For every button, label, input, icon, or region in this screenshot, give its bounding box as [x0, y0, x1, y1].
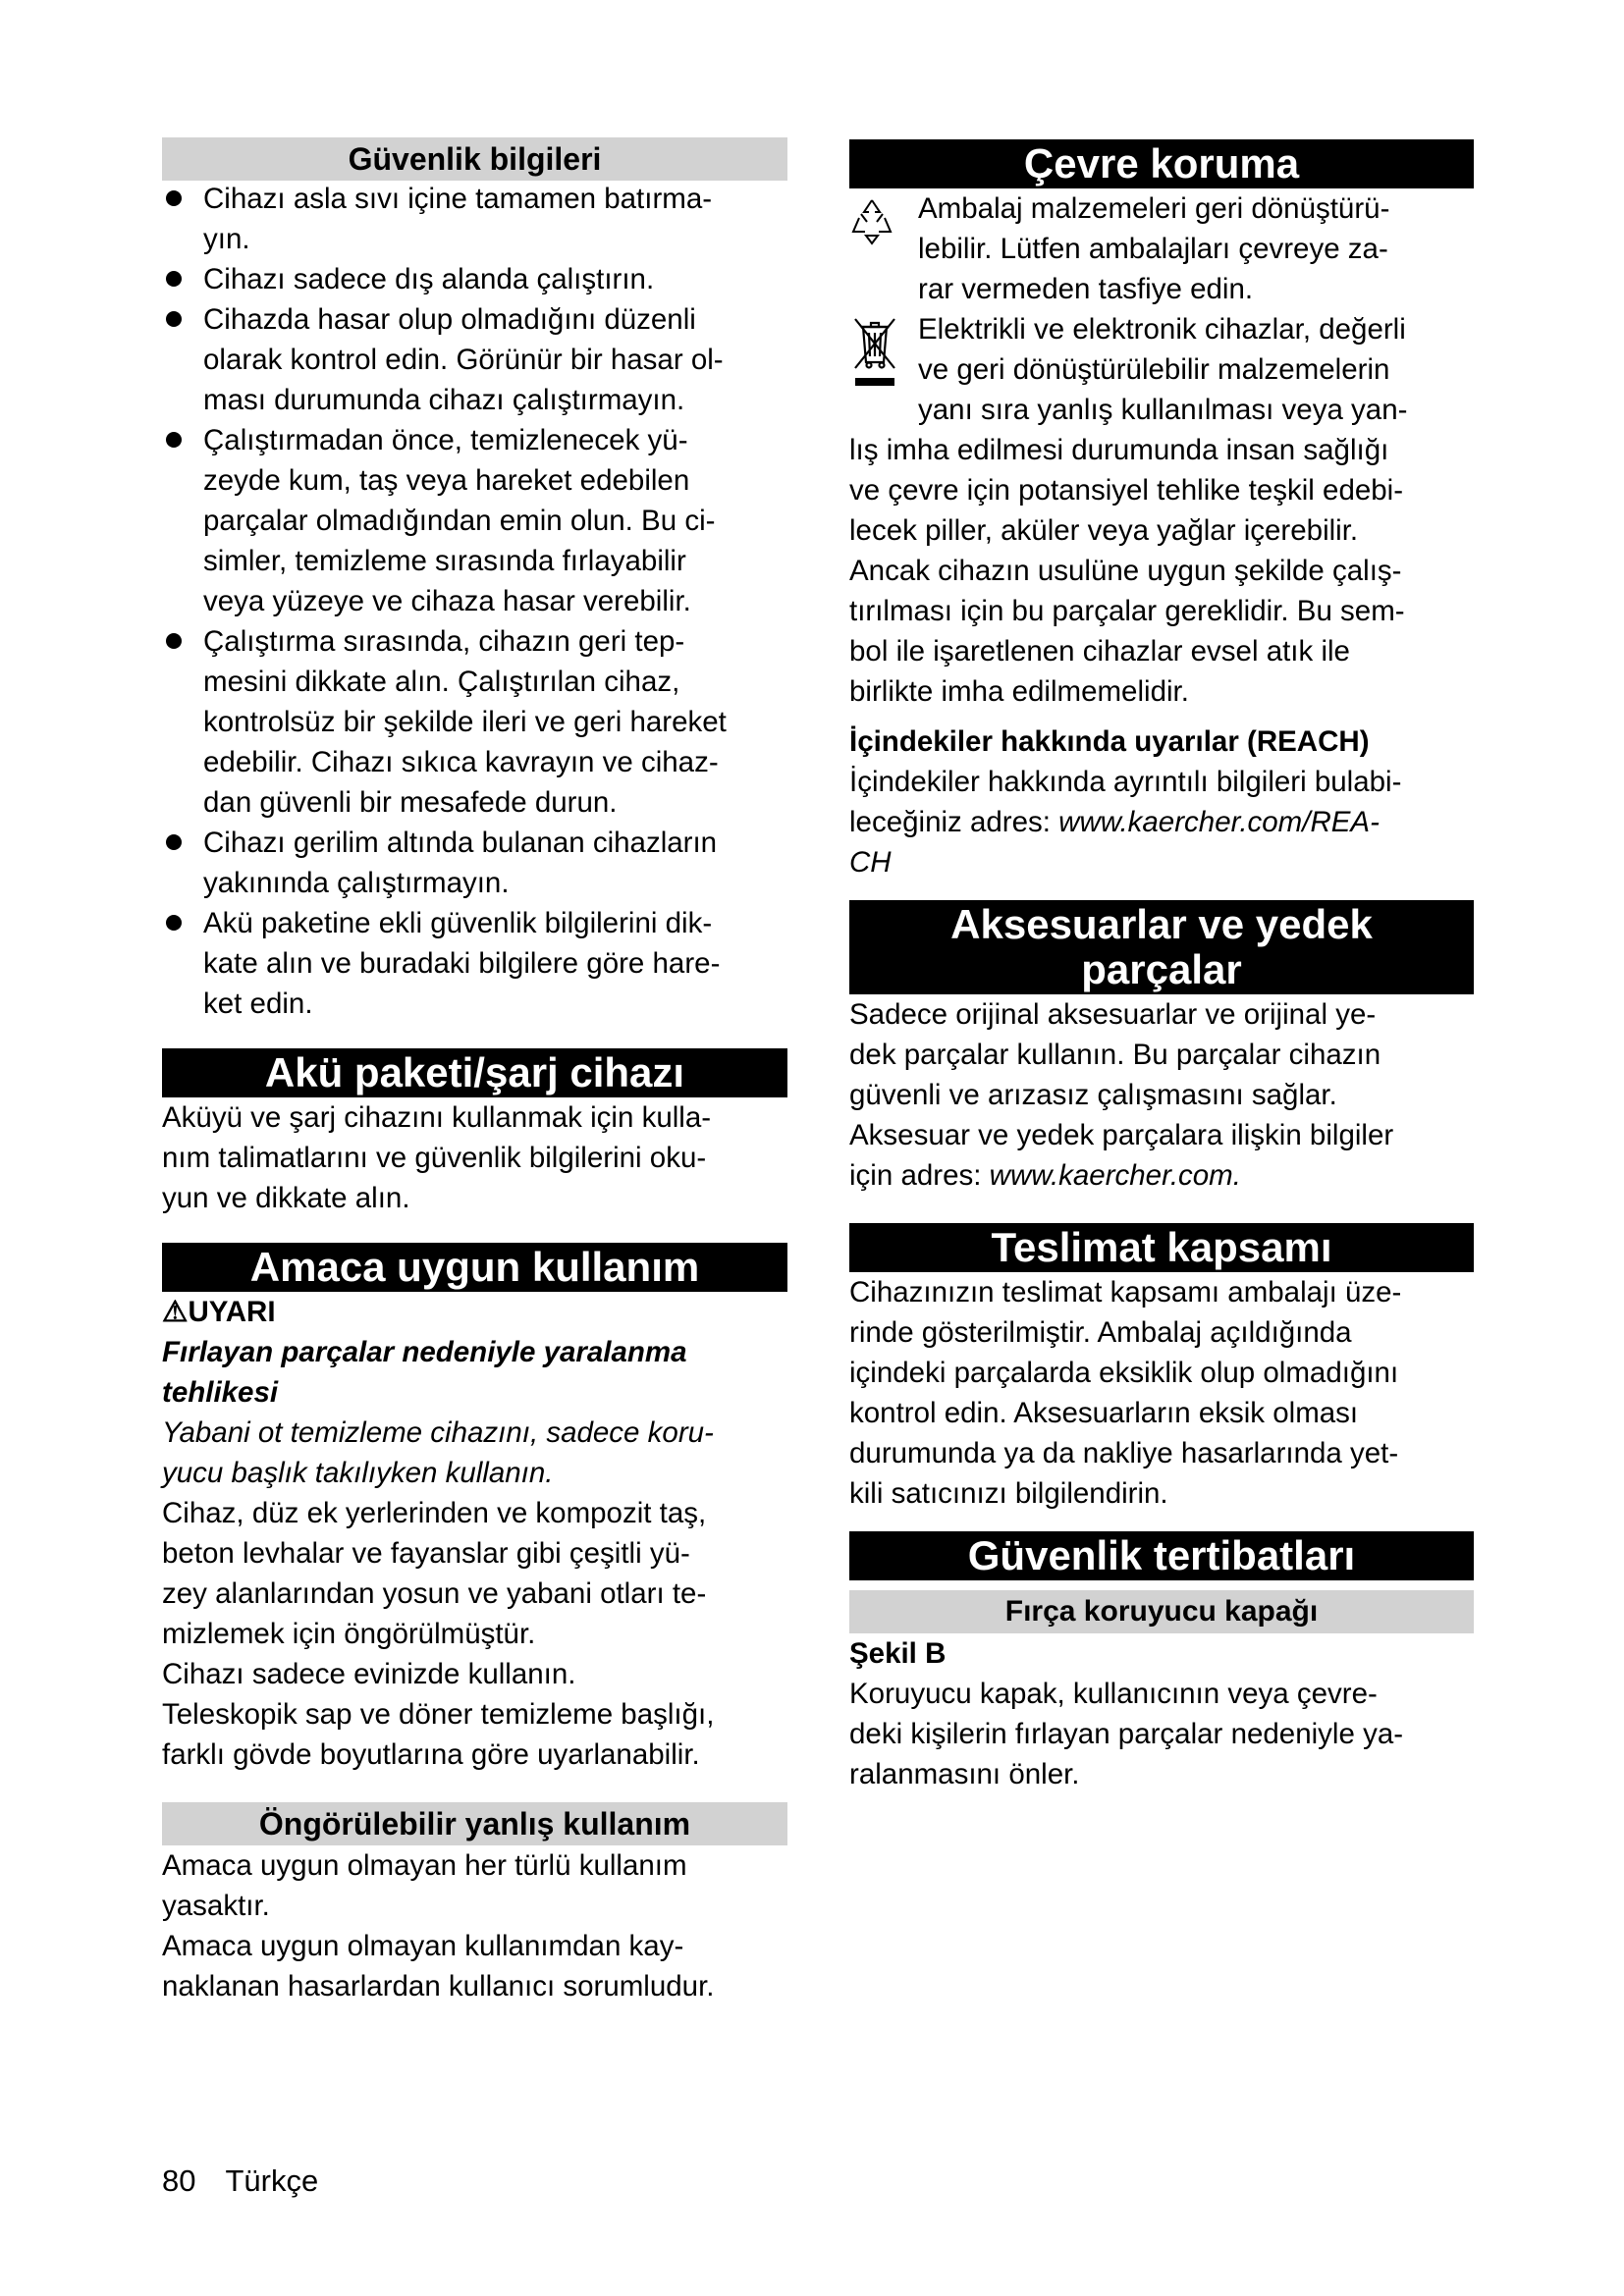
battery-text: Aküyü ve şarj cihazını kullanmak için kulla- nım talimatlarını ve güvenlik bilgilerini oku- yun ve dikkate alın. [162, 1101, 712, 1214]
weee-text-short: Elektrikli ve elektronik cihazlar, değerli ve geri dönüştürülebilir malzemelerin yanı sıra yanlış kullanılması veya yan- [918, 313, 1408, 426]
list-item: Çalıştırma sırasında, cihazın geri tep- mesini dikkate alın. Çalıştırılan cihaz, kontrolsüz bir şekilde ileri ve geri hareket edebilir. Cihazı sıkıca kavrayın ve cihaz- dan güvenli bir mesafede durun. [162, 621, 787, 823]
bullet-icon [166, 915, 182, 931]
telescopic-text: Teleskopik sap ve döner temizleme başlığı, farklı gövde boyutlarına göre uyarlanabilir. [162, 1698, 715, 1771]
reach-text: İçindekiler hakkında ayrıntılı bilgileri bulabi- leceğiniz adres: www.kaercher.com/REA- CH [849, 766, 1402, 879]
recycle-text: Ambalaj malzemeleri geri dönüştürü- lebilir. Lütfen ambalajları çevreye za- rar vermeden tasfiye edin. [918, 192, 1390, 305]
misuse-heading: Öngörülebilir yanlış kullanım [162, 1802, 787, 1845]
recycle-block [849, 188, 1474, 309]
reach-title: İçindekiler hakkında uyarılar (REACH) [849, 725, 1370, 758]
safety-list [162, 179, 787, 1024]
safety-heading: Güvenlik bilgileri [162, 137, 787, 181]
list-item: Çalıştırmadan önce, temizlenecek yü- zeyde kum, taş veya hareket edebilen parçalar olmadığından emin olun. Bu ci- simler, temizleme sırasında fırlayabilir veya yüzeye ve cihaza hasar verebilir. [162, 420, 787, 621]
safety-devices-heading: Güvenlik tertibatları [849, 1531, 1474, 1580]
bullet-icon [166, 834, 182, 850]
recycle-icon [849, 196, 914, 252]
list-item: Cihazda hasar olup olmadığını düzenli olarak kontrol edin. Görünür bir hasar ol- ması durumunda cihazı çalıştırmayın. [162, 299, 787, 420]
weee-text-cont: lış imha edilmesi durumunda insan sağlığı ve çevre için potansiyel tehlike teşkil edebi- lecek piller, aküler veya yağlar içerebilir. Ancak cihazın usulüne uygun şekilde çalış- tırılması için bu parçalar gereklidir. Bu sem- bol ile işaretlenen cihazlar evsel atık ile birlikte imha edilmemelidir. [849, 434, 1405, 708]
battery-heading: Akü paketi/şarj cihazı [162, 1048, 787, 1097]
misuse-text-2: Amaca uygun olmayan kullanımdan kay- naklanan hasarlardan kullanıcı sorumludur. [162, 1930, 715, 2002]
right-column [849, 139, 1474, 1794]
bullet-icon [166, 633, 182, 649]
intended-use-text: Cihaz, düz ek yerlerinden ve kompozit taş, beton levhalar ve fayanslar gibi çeşitli yü- zey alanlarından yosun ve yabani otları te- mizlemek için öngörülmüştür. [162, 1497, 707, 1650]
bullet-icon [166, 190, 182, 206]
list-item: Cihazı sadece dış alanda çalıştırın. [162, 259, 787, 299]
bullet-icon [166, 432, 182, 448]
crossed-bin-icon [849, 313, 914, 402]
environment-heading: Çevre koruma [849, 139, 1474, 188]
delivery-heading: Teslimat kapsamı [849, 1223, 1474, 1272]
intended-use-heading: Amaca uygun kullanım [162, 1243, 787, 1292]
accessories-link[interactable]: www.kaercher.com. [989, 1159, 1241, 1192]
accessories-text: Sadece orijinal aksesuarlar ve orijinal ye- dek parçalar kullanın. Bu parçalar cihazın güvenli ve arızasız çalışmasını sağlar. Aksesuar ve yedek parçalara ilişkin bilgiler için adres: www.kaercher.com. [849, 998, 1394, 1192]
brush-guard-heading: Fırça koruyucu kapağı [849, 1590, 1474, 1633]
warning-text: Yabani ot temizleme cihazını, sadece koru- yucu başlık takılıyken kullanın. [162, 1416, 714, 1489]
warning-label: ⚠UYARI [162, 1296, 276, 1328]
weee-block [849, 309, 1474, 430]
accessories-heading: Aksesuarlar ve yedek parçalar [849, 900, 1474, 994]
footer-language: Türkçe [225, 2163, 319, 2198]
brush-guard-text: Koruyucu kapak, kullanıcının veya çevre- deki kişilerin fırlayan parçalar nedeniyle ya- ralanmasını önler. [849, 1678, 1404, 1790]
home-use-text: Cihazı sadece evinizde kullanın. [162, 1658, 576, 1690]
reach-link[interactable]: www.kaercher.com/REA- CH [849, 806, 1380, 879]
bullet-icon [166, 271, 182, 287]
bullet-icon [166, 311, 182, 327]
warning-title: Fırlayan parçalar nedeniyle yaralanma tehlikesi [162, 1336, 687, 1409]
delivery-text: Cihazınızın teslimat kapsamı ambalajı üze- rinde gösterilmiştir. Ambalaj açıldığında içindeki parçalarda eksiklik olup olmadığını kontrol edin. Aksesuarların eksik olması durumunda ya da nakliye hasarlarında yet- kili satıcınızı bilgilendirin. [849, 1276, 1402, 1510]
misuse-text-1: Amaca uygun olmayan her türlü kullanım yasaktır. [162, 1849, 687, 1922]
page-number: 80 [162, 2163, 196, 2198]
page-footer [162, 2162, 348, 2201]
list-item: Cihazı gerilim altında bulanan cihazların yakınında çalıştırmayın. [162, 823, 787, 903]
left-column [162, 137, 787, 2006]
list-item: Cihazı asla sıvı içine tamamen batırma- yın. [162, 179, 787, 259]
figure-label: Şekil B [849, 1637, 947, 1670]
list-item: Akü paketine ekli güvenlik bilgilerini dik- kate alın ve buradaki bilgilere göre hare- ket edin. [162, 903, 787, 1024]
